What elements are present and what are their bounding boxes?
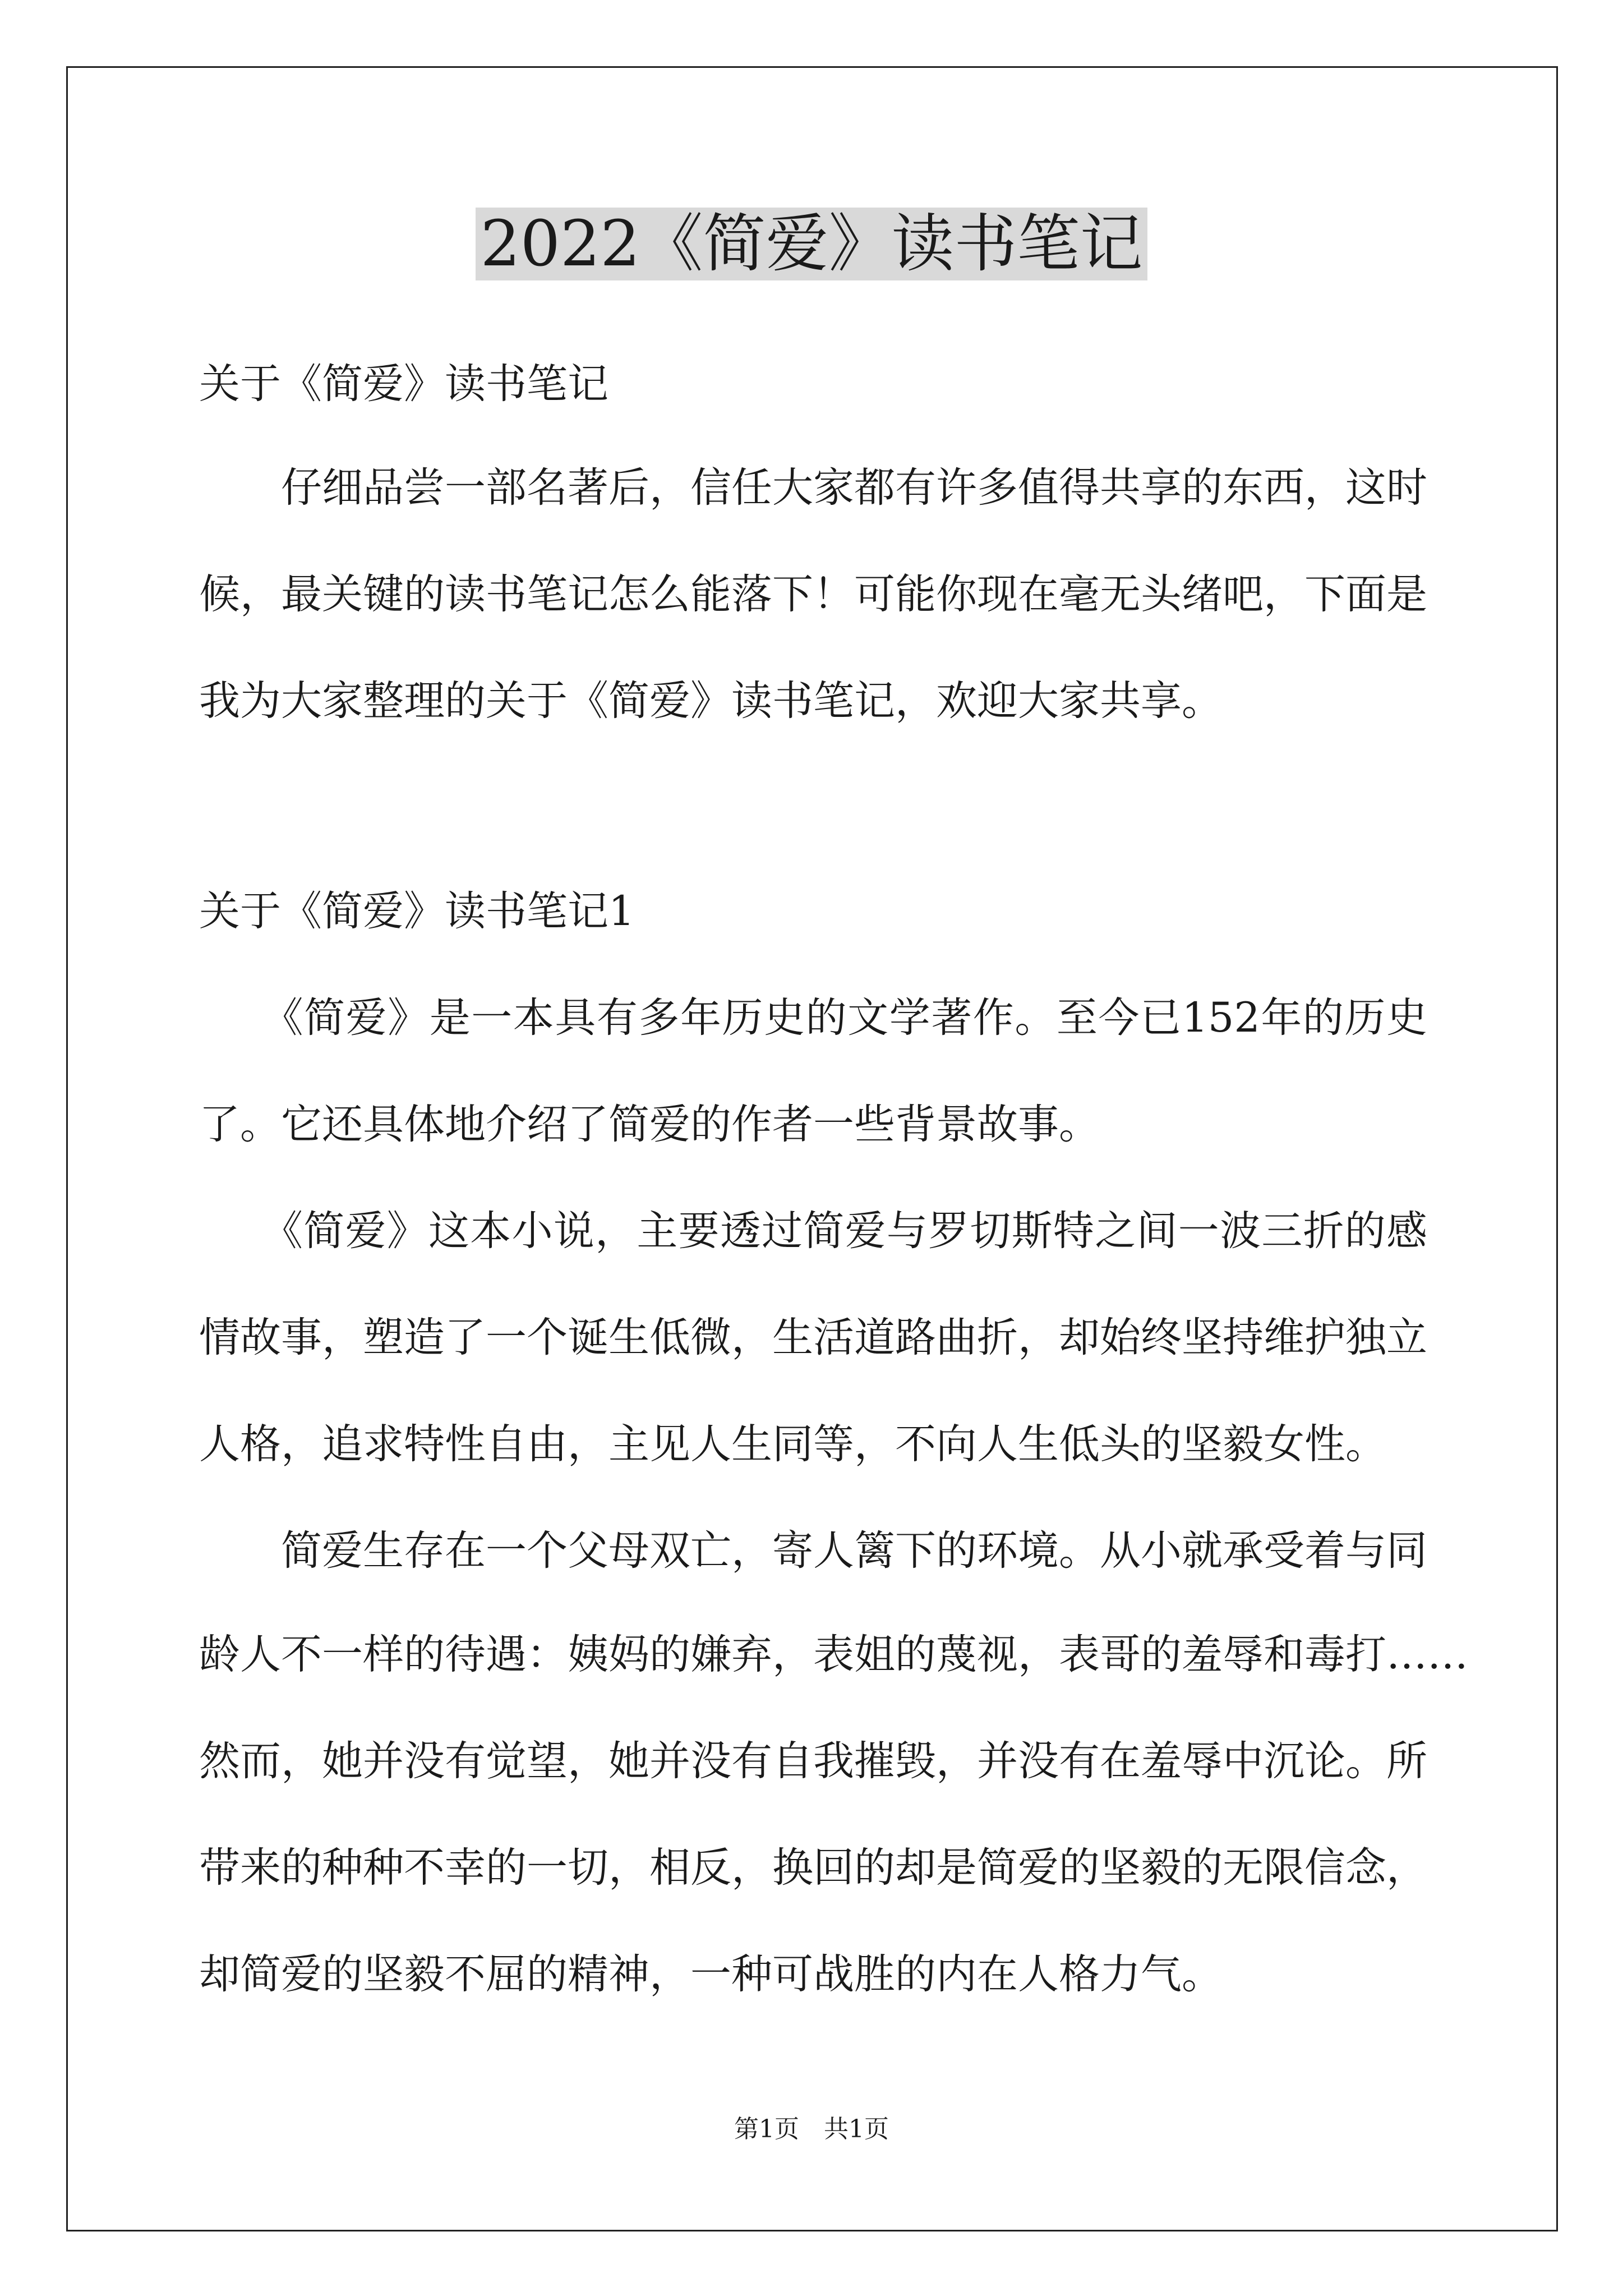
document-title — [0, 205, 1623, 283]
section-heading: 关于《简爱》读书笔记1 — [199, 887, 635, 935]
paragraph-line: 带来的种种不幸的一切，相反，换回的却是简爱的坚毅的无限信念， — [199, 1844, 1427, 1892]
document-title-text: 2022《简爱》读书笔记 — [476, 208, 1147, 280]
paragraph-line: 了。它还具体地介绍了简爱的作者一些背景故事。 — [199, 1101, 1100, 1148]
paragraph-line: 我为大家整理的关于《简爱》读书笔记，欢迎大家共享。 — [199, 677, 1223, 725]
paragraph-line: 却简爱的坚毅不屈的精神，一种可战胜的内在人格力气。 — [199, 1950, 1223, 1998]
paragraph-line: 人格，追求特性自由，主见人生同等，不向人生低头的坚毅女性。 — [199, 1420, 1386, 1468]
paragraph-line: 情故事，塑造了一个诞生低微，生活道路曲折，却始终坚持维护独立 — [199, 1314, 1427, 1361]
paragraph-line: 《简爱》这本小说，主要透过简爱与罗切斯特之间一波三折的感 — [199, 1207, 1427, 1255]
page-number-footer: 第1页 共1页 — [734, 2115, 889, 2143]
paragraph-line: 龄人不一样的待遇：姨妈的嫌弃，表姐的蔑视，表哥的羞辱和毒打…… — [199, 1631, 1468, 1678]
section-heading: 关于《简爱》读书笔记 — [199, 360, 608, 408]
paragraph-line: 《简爱》是一本具有多年历史的文学著作。至今已152年的历史 — [199, 994, 1427, 1042]
paragraph-line: 简爱生存在一个父母双亡，寄人篱下的环境。从小就承受着与同 — [199, 1527, 1427, 1575]
paragraph-line: 然而，她并没有觉望，她并没有自我摧毁，并没有在羞辱中沉论。所 — [199, 1737, 1427, 1785]
paragraph-line: 仔细品尝一部名著后，信任大家都有许多值得共享的东西，这时 — [199, 464, 1427, 512]
paragraph-line: 候，最关键的读书笔记怎么能落下！可能你现在毫无头绪吧，下面是 — [199, 570, 1427, 618]
